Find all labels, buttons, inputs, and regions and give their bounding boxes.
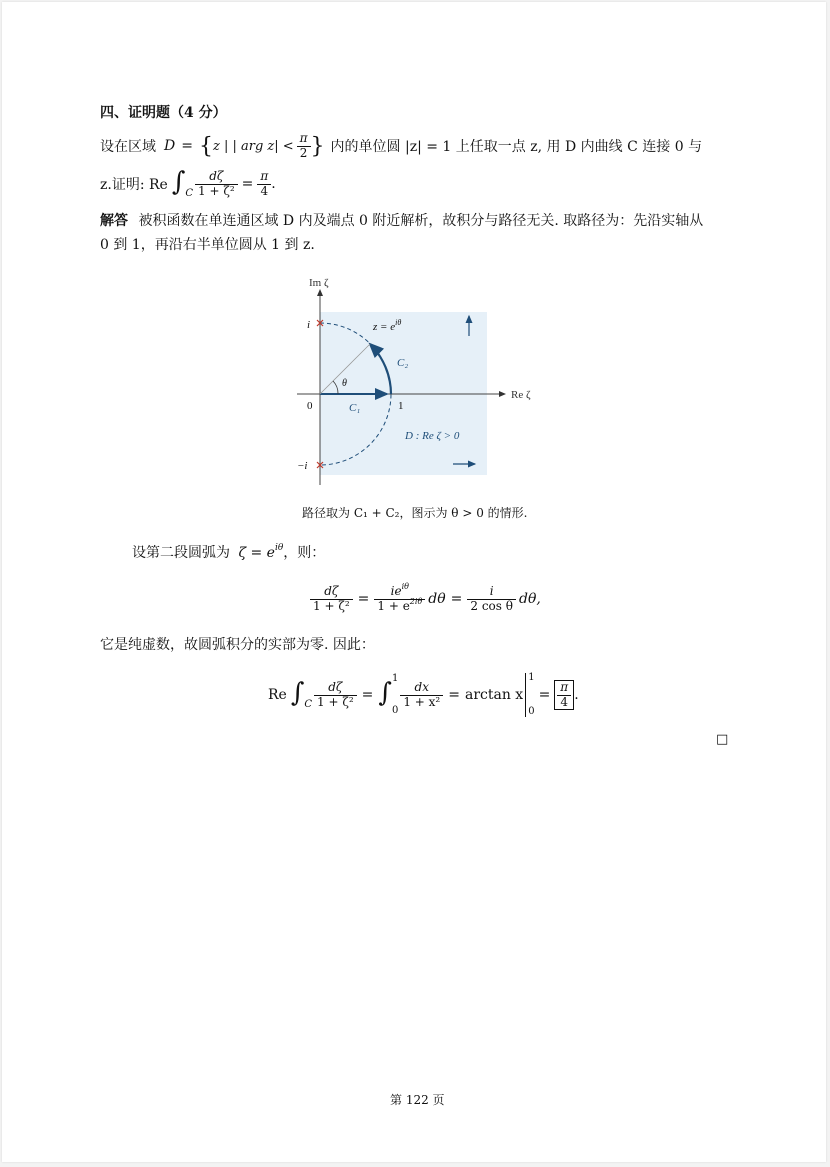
frac-den: $1 + e^{2i\theta}$ — [377, 596, 423, 613]
label-zero: 0 — [307, 400, 313, 412]
problem-text-3: z.证明: Re — [100, 177, 168, 193]
frac-num: π — [297, 132, 311, 147]
symbol-equals: = — [241, 176, 254, 192]
boxed-result — [554, 680, 574, 711]
final-integral-2: ∫ — [378, 678, 392, 708]
step2-equation: $\frac{d\zeta}{\text{1 + ζ²}}$ = $\frac{ie^{i\theta}}{1 + e^{2i\theta}}$ dθ = $\frac{i}{\text{2 cos θ}}$ dθ, — [310, 577, 541, 621]
frac-num: dζ — [310, 585, 353, 600]
answer-line-2: 0 到 1，再沿右半单位圆从 1 到 z. — [100, 237, 315, 253]
y-axis-label: Im ζ — [309, 277, 329, 289]
label-theta: θ — [342, 378, 347, 389]
final-equation: Re ∫ C $\frac{d\zeta}{\text{1 + ζ²}}$ = ∫ 1 0 $\frac{dx}{\text{1 + x²}}$ = arctan x 1 0 = $\frac{\pi}{4}$ . — [268, 672, 579, 717]
frac-num: i — [467, 585, 516, 600]
final-integral-1: ∫ — [290, 678, 305, 708]
page-number: 第 122 页 — [390, 1093, 445, 1107]
eq2-frac-3 — [467, 585, 516, 614]
answer-text-1: 被积函数在单连通区域 D 内及端点 0 附近解析，故积分与路径无关. 取路径为：先沿实轴从 — [138, 213, 704, 229]
frac-den: 1 + ζ² — [198, 183, 235, 198]
label-z: $z = e^{i\theta}$ — [373, 318, 402, 333]
contour-figure — [287, 270, 547, 495]
answer-line-1 — [100, 210, 703, 230]
integral-subscript: C — [185, 187, 194, 199]
figure-caption: 路径取为 C₁ + C₂，图示为 θ > 0 的情形. — [302, 506, 528, 520]
frac-den: 2 cos θ — [470, 598, 513, 613]
eval-limits: 1 0 — [528, 672, 535, 717]
final-int2-limits: 1 0 — [391, 673, 399, 716]
frac-den: 4 — [560, 694, 569, 709]
eq2-frac-2 — [374, 581, 425, 614]
page — [2, 2, 826, 1162]
frac-num: π — [557, 681, 571, 696]
final-arctan: arctan x — [464, 687, 524, 703]
label-region: D : Re ζ > 0 — [405, 430, 460, 442]
eval-bar — [525, 673, 526, 717]
step2-text: 设第二段圆弧为 — [132, 545, 230, 561]
answer-label: 解答 — [100, 213, 128, 229]
right-brace: } — [310, 133, 325, 159]
frac-num: dζ — [314, 681, 357, 696]
pi-over-4 — [257, 170, 271, 199]
final-re: Re — [268, 687, 287, 703]
final-frac-2 — [400, 681, 443, 710]
integral-sign: ∫ — [171, 167, 186, 197]
eq2-dtheta: dθ — [428, 591, 446, 607]
frac-den: 4 — [260, 183, 269, 198]
symbol-D: D — [164, 138, 176, 154]
label-i: i — [307, 319, 311, 331]
period: . — [271, 176, 276, 192]
left-brace: { — [198, 133, 213, 159]
eq2-tail: dθ, — [518, 591, 541, 607]
symbol-equals: = — [181, 138, 193, 154]
problem-line-2 — [100, 164, 276, 204]
problem-line-1 — [100, 128, 702, 164]
set-condition: z | | arg z| < — [212, 138, 294, 154]
problem-text-2: 内的单位圆 |z| = 1 上任取一点 z, 用 D 内曲线 C 连接 0 与 — [330, 139, 703, 155]
section-heading: 四、证明题（4 分） — [100, 105, 227, 121]
eq2-frac-1 — [310, 585, 353, 614]
label-C1: C₁ — [349, 402, 361, 414]
frac-den: 1 + ζ² — [317, 694, 354, 709]
frac-num: dx — [400, 681, 443, 696]
conclusion-text: 它是纯虚数，故圆弧积分的实部为零. 因此： — [100, 637, 375, 653]
label-minus-i: −i — [297, 460, 308, 472]
x-axis-label: Re ζ — [511, 389, 531, 401]
step2-intro — [132, 542, 325, 562]
frac-den: 1 + x² — [403, 694, 441, 709]
frac-num: dζ — [195, 170, 238, 185]
result-frac — [557, 681, 571, 710]
step2-post: ，则： — [283, 545, 326, 561]
label-C2: C₂ — [397, 357, 409, 369]
integrand-fraction — [195, 170, 238, 199]
frac-den: 2 — [299, 145, 308, 160]
problem-text-1: 设在区域 — [100, 139, 156, 155]
step2-exp: iθ — [274, 543, 284, 553]
frac-num: $ie^{i\theta}$ — [374, 585, 425, 600]
pi-over-2 — [297, 132, 311, 161]
final-period: . — [574, 687, 579, 703]
label-one: 1 — [398, 400, 404, 412]
qed-symbol: □ — [716, 732, 729, 747]
final-int-sub: C — [304, 698, 313, 710]
final-frac-1 — [314, 681, 357, 710]
frac-num: π — [257, 170, 271, 185]
step2-zeta: ζ = e — [238, 545, 275, 561]
frac-den: 1 + ζ² — [313, 598, 350, 613]
